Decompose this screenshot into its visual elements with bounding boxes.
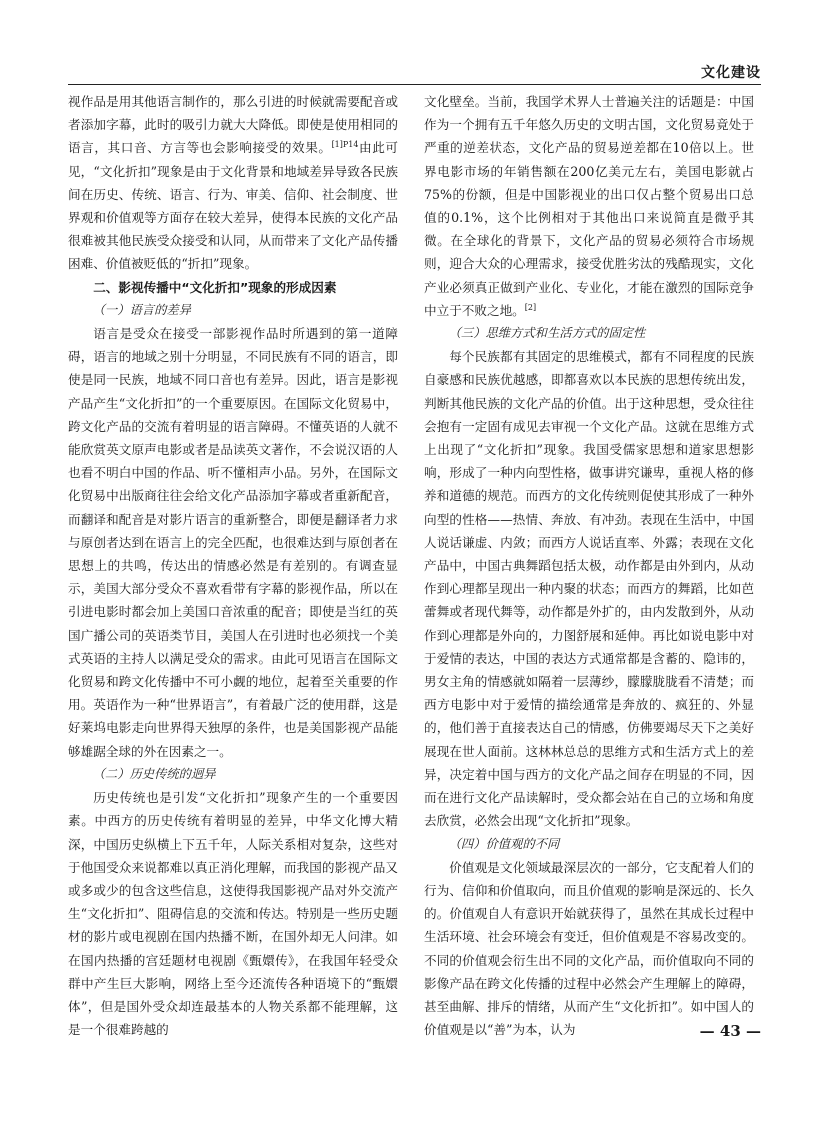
subsection-heading: （一）语言的差异 xyxy=(92,302,191,317)
paragraph: 价值观是文化领域最深层次的一部分，它支配着人们的行为、信仰和价值取向，而且价值观的影响是深远的、长久的。价值观自人有意识开始就获得了，虽然在其成长过程中生活环境、社会环境会有变迁，但价值观是不容易改变的。不同的价值观会衍生出不同的文化产品，而价值取向不同的影像产品在跨文化传播的过程中必然会产生理解上的障碍，甚至曲解、排斥的情绪，从而产生“文化折扣”。如中国人的价值观是以“善”为本，认为 xyxy=(424,859,754,1038)
citation-ref: [1]P14 xyxy=(331,140,359,150)
citation-ref: [2] xyxy=(524,302,537,312)
paragraph: 每个民族都有其固定的思维模式，都有不同程度的民族自豪感和民族优越感，即都喜欢以本民族的思想传统出发，判断其他民族的文化产品的价值。出于这种思想，受众往往会抱有一定固有成见去审视一个文化产品。这就在思维方式上出现了“文化折扣”现象。我国受儒家思想和道家思想影响，形成了一种内向型性格，做事讲究谦卑，重视人格的修养和道德的规范。而西方的文化传统则促使其形成了一种外向型的性格——热情、奔放、有冲劲。表现在生活中，中国人说话谦虚、内敛；而西方人说话直率、外露；表现在文化产品中，中国古典舞蹈包括太极，动作都是由外到内，从动作到心理都呈现出一种内聚的状态；而西方的舞蹈，比如芭蕾舞或者现代舞等，动作都是外扩的，由内发散到外，从动作到心理都是外向的，力图舒展和延伸。再比如说电影中对于爱情的表达，中国的表达方式通常都是含蓄的、隐讳的，男女主角的情感就如隔着一层薄纱，朦朦胧胧看不清楚；而西方电影中对于爱情的描绘通常是奔放的、疯狂的、外显的，他们善于直接表达自己的情感，仿佛要竭尽天下之美好展现在世人面前。这林林总总的思维方式和生活方式上的差异，决定着中国与西方的文化产品之间存在明显的不同，因而在进行文化产品读解时，受众都会站在自己的立场和角度去欣赏，必然会出现“文化折扣”现象。 xyxy=(424,349,754,829)
section-header: 文化建设 xyxy=(701,65,761,81)
paragraph-text: 文化壁垒。当前，我国学术界人士普遍关注的话题是：中国作为一个拥有五千年悠久历史的文明古国，文化贸易竟处于严重的逆差状态，文化产品的贸易逆差都在10倍以上。世界电影市场的年销售额在200亿美元左右，美国电影就占75%的份额，但是中国影视业的出口仅占整个贸易出口总值的0.1%，这个比例相对于其他出口来说简直是微乎其微。在全球化的背景下，文化产品的贸易必须符合市场规则，迎合大众的心理需求，接受优胜劣汰的残酷现实，文化产业必须真正做到产业化、专业化，才能在激烈的国际竞争中立于不败之地。 xyxy=(424,94,754,318)
paragraph: 语言是受众在接受一部影视作品时所遇到的第一道障碍，语言的地域之别十分明显，不同民族有不同的语言，即使是同一民族，地域不同口音也有差异。因此，语言是影视产品产生“文化折扣”的一个重要原因。在国际文化贸易中，跨文化产品的交流有着明显的语言障碍。不懂英语的人就不能欣赏英文原声电影或者是品读英文著作，不会说汉语的人也看不明白中国的作品、听不懂相声小品。另外，在国际文化贸易中出版商往往会给文化产品添加字幕或者重新配音，而翻译和配音是对影片语言的重新整合，即便是翻译者力求与原创者达到在语言上的完全匹配，也很难达到与原创者在思想上的共鸣，传达出的情感必然是有差别的。有调查显示，美国大部分受众不喜欢看带有字幕的影视作品，所以在引进电影时都会加上美国口音浓重的配音；即使是当红的英国广播公司的英语类节目，美国人在引进时也必须找一个美式英语的主持人以满足受众的需求。由此可见语言在国际文化贸易和跨文化传播中不可小觑的地位，起着至关重要的作用。英语作为一种“世界语言”，有着最广泛的使用群，这是好莱坞电影走向世界得天独厚的条件，也是美国影视产品能够雄踞全球的外在因素之一。 xyxy=(68,326,398,759)
paragraph-text: 视作品是用其他语言制作的，那么引进的时候就需要配音或者添加字幕，此时的吸引力就大大降低。即使是使用相同的语言，其口音、方言等也会影响接受的效果。 xyxy=(68,94,398,156)
paragraph: 历史传统也是引发“文化折扣”现象产生的一个重要因素。中西方的历史传统有着明显的差异，中华文化博大精深，中国历史纵横上下五千年，人际关系相对复杂，这些对于他国受众来说都难以真正消化理解，而我国的影视产品又或多或少的包含这些信息，这使得我国影视产品对外交流产生“文化折扣”、阻碍信息的交流和传达。特别是一些历史题材的影片或电视剧在国内热播不断，在国外却无人问津。如在国内热播的宫廷题材电视剧《甄嬛传》，在我国年轻受众群中产生巨大影响，网络上至今还流传各种语境下的“甄嬛体”，但是国外受众却连最基本的人物关系都不能理解，这是一个很难跨越的 xyxy=(68,790,398,1038)
paragraph xyxy=(68,90,398,276)
subsection-heading: （三）思维方式和生活方式的固定性 xyxy=(448,326,646,341)
page-number: — 43 — xyxy=(699,1022,761,1040)
section-heading: 二、影视传播中“文化折扣”现象的形成因素 xyxy=(93,279,337,295)
right-column xyxy=(424,90,754,1041)
subsection-heading: （四）价值观的不同 xyxy=(448,836,560,851)
header-rule xyxy=(68,84,761,85)
subsection-heading: （二）历史传统的迥异 xyxy=(92,766,216,781)
paragraph-text: 由此可见，“文化折扣”现象是由于文化背景和地域差异导致各民族间在历史、传统、语言、行为、审美、信仰、社会制度、世界观和价值观等方面存在较大差异，使得本民族的文化产品很难被其他民族受众接受和认同，从而带来了文化产品传播困难、价值被贬低的“折扣”现象。 xyxy=(68,140,399,272)
left-column xyxy=(68,90,398,1041)
paragraph xyxy=(424,90,754,322)
